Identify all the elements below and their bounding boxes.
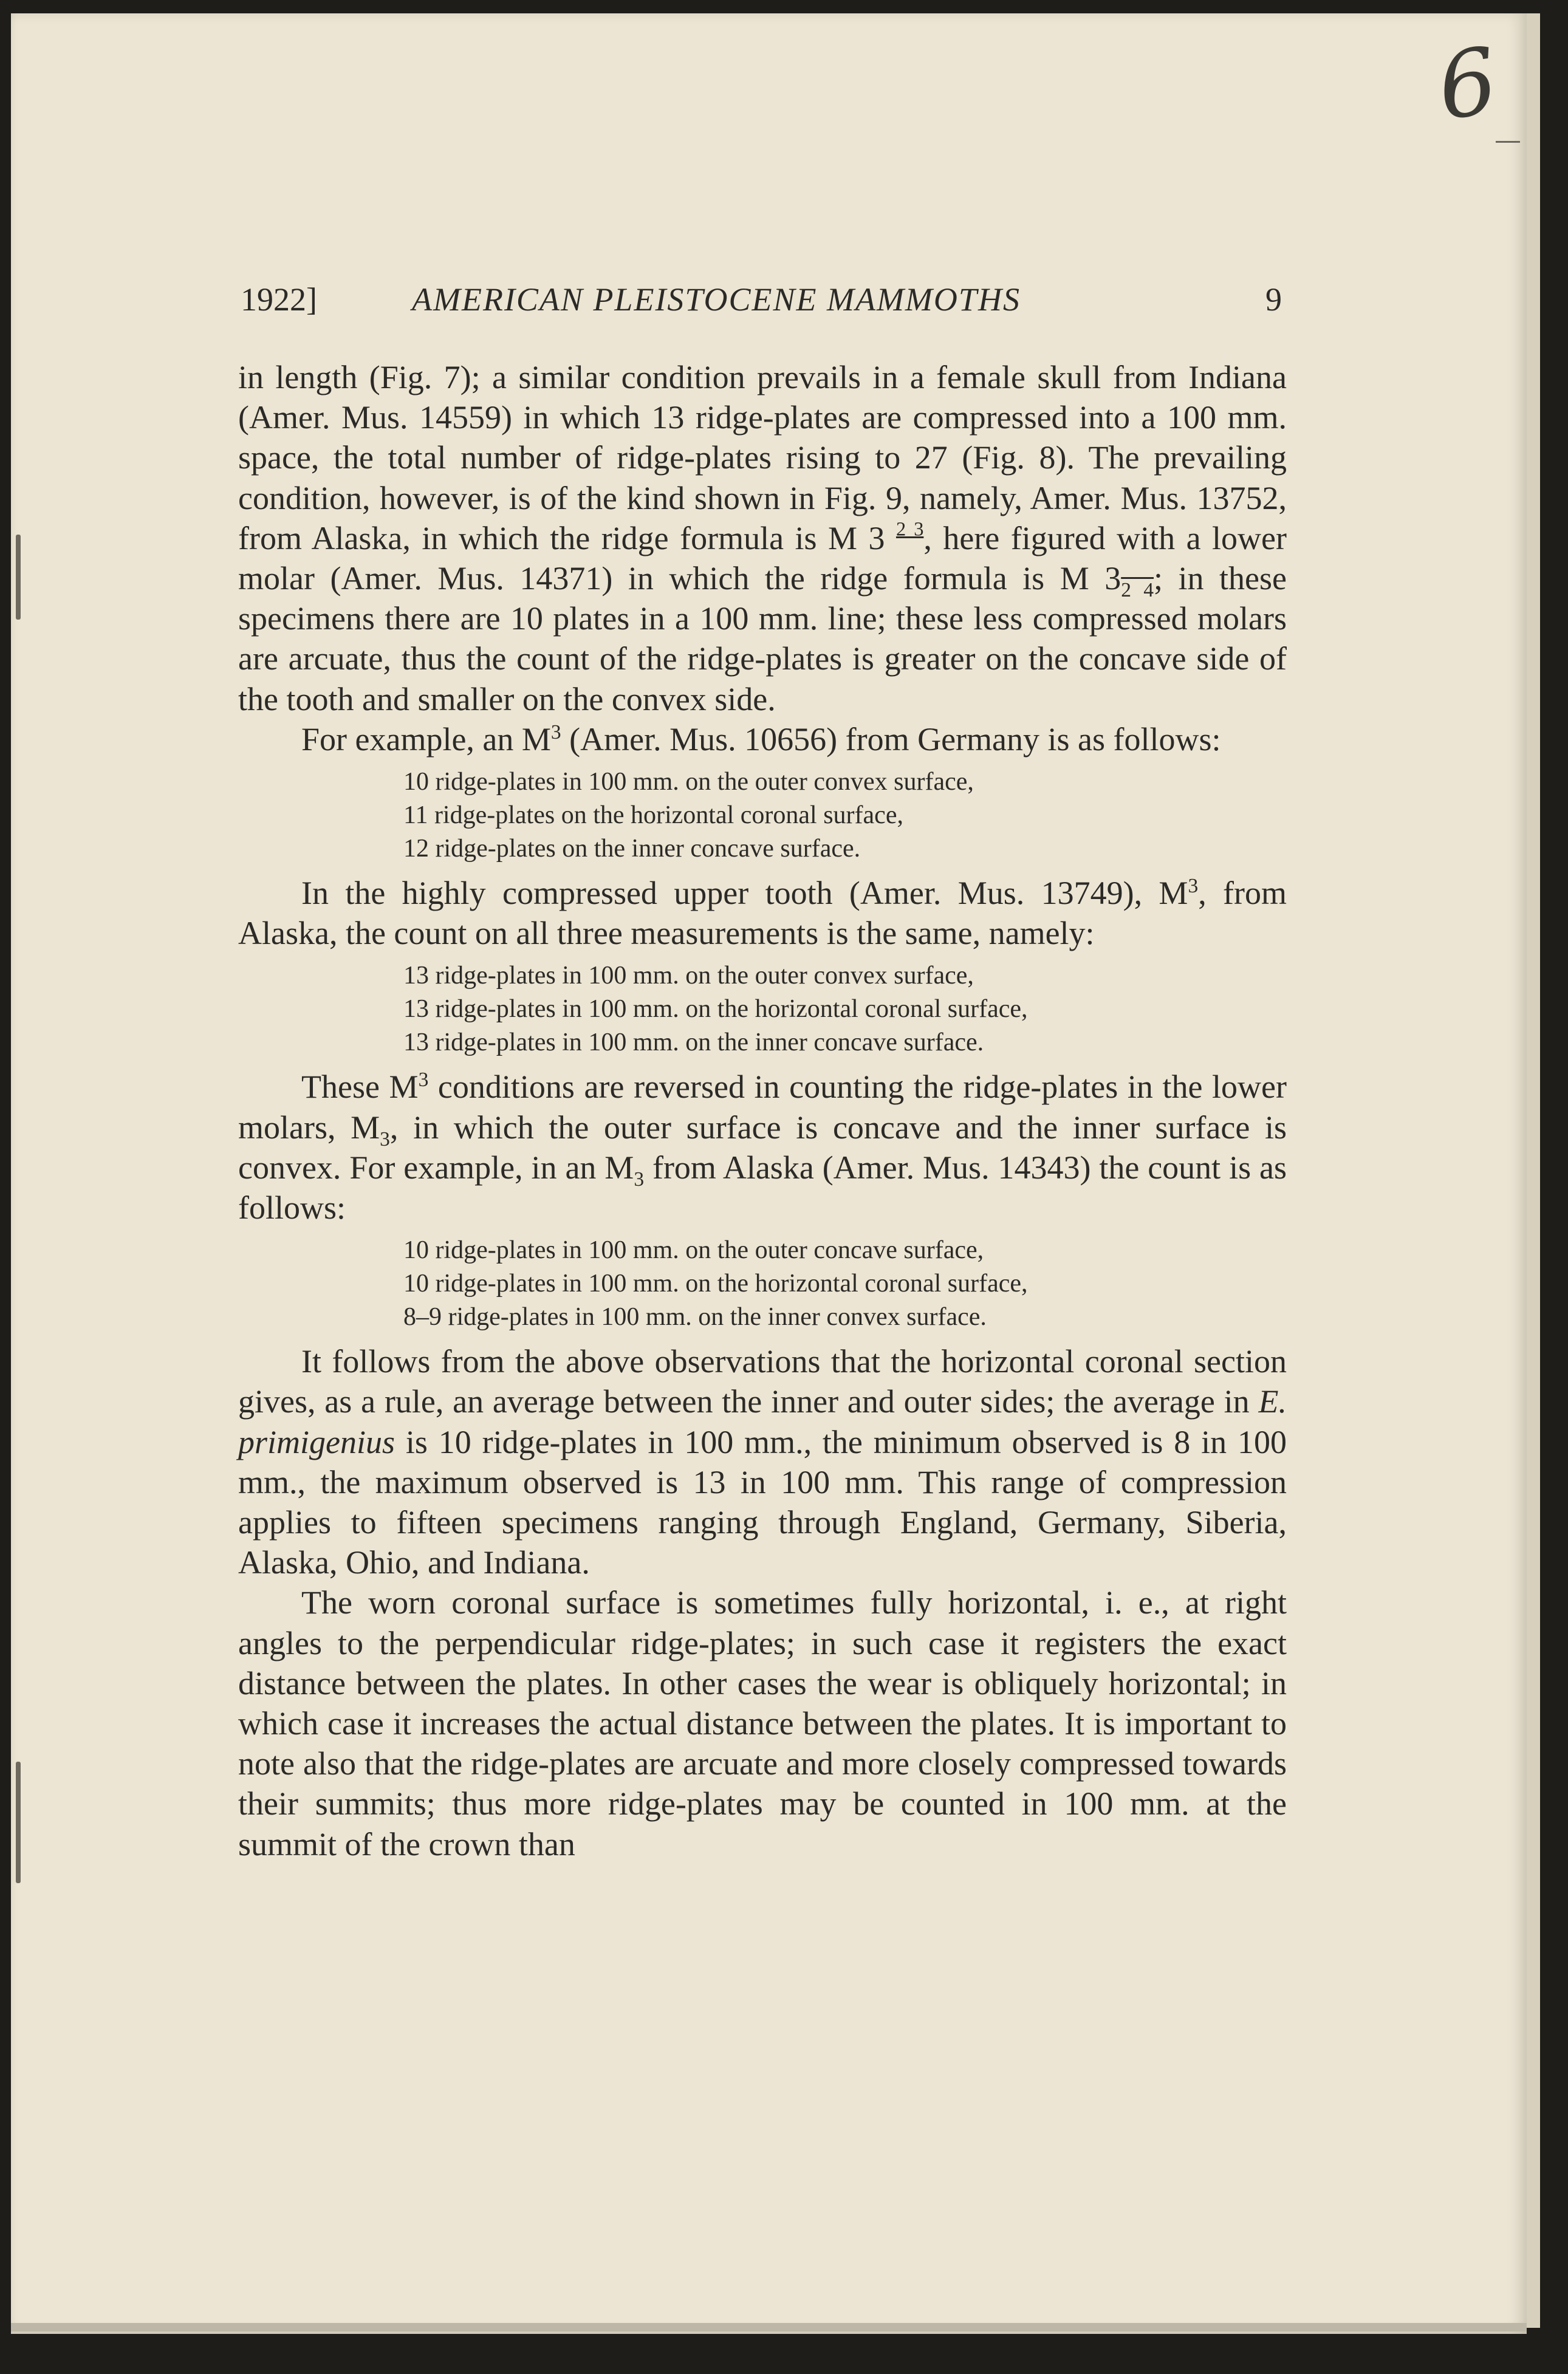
list-item: 10 ridge-plates in 100 mm. on the horizontal coronal surface, — [403, 1270, 1028, 1298]
page-edge-strip — [1527, 13, 1540, 2328]
paragraph — [238, 1341, 1287, 1582]
page-bottom-edge — [11, 2323, 1527, 2331]
paragraph — [238, 719, 1287, 759]
text-run: These M — [301, 1069, 419, 1106]
text-run: (Amer. Mus. 10656) from Germany is as follows: — [561, 720, 1221, 758]
species-name: E. primigenius — [238, 1383, 1287, 1460]
running-header — [241, 281, 1288, 317]
header-title: AMERICAN PLEISTOCENE MAMMOTHS — [412, 281, 1021, 318]
ridge-formula-upper: 2 3 — [895, 518, 924, 541]
measurement-list — [403, 1234, 1287, 1334]
list-item: 13 ridge-plates in 100 mm. on the inner concave surface. — [403, 1028, 984, 1057]
list-item: 8–9 ridge-plates in 100 mm. on the inner convex surface. — [403, 1303, 987, 1332]
page-number: 9 — [1265, 281, 1282, 318]
text-run: In the highly compressed upper tooth (Amer. Mus. 13749), M — [301, 875, 1188, 912]
text-run: It follows from the above observations that the horizontal coronal section gives, as a rule, an average between the inner and outer sides; the average in — [238, 1343, 1287, 1420]
text-run: , in which the outer surface is concave and the inner surface is convex. For example, in an M — [238, 1109, 1287, 1186]
paragraph: The worn coronal surface is sometimes fully horizontal, i. e., at right angles to the perpendicular ridge-plates; in such case it registers the exact distance between the plates. In other cases the wear is obliquely horizontal; in which case it increases the actual distance between the plates. It is important to note also that the ridge-plates are arcuate and more closely compressed towards their summits; thus more ridge-plates may be counted in 100 mm. at the summit of the crown than — [238, 1584, 1287, 1863]
text-run: from Alaska (Amer. Mus. 14343) the count is as follows: — [238, 1149, 1287, 1226]
handwritten-page-note: 6 — [1431, 28, 1504, 141]
superscript: 3 — [418, 1069, 429, 1092]
list-item: 13 ridge-plates in 100 mm. on the horizontal coronal surface, — [403, 995, 1028, 1024]
list-item: 12 ridge-plates on the inner concave surface. — [403, 835, 861, 863]
text-run: For example, an M — [301, 720, 551, 758]
measurement-list — [403, 765, 1287, 866]
ridge-formula-lower: 2 4 — [1121, 578, 1154, 601]
header-year: 1922] — [241, 281, 317, 318]
paragraph — [238, 1067, 1287, 1228]
text-run: conditions are reversed in counting the ridge-plates in the lower molars, M — [238, 1069, 1287, 1146]
margin-tick-mark — [1496, 141, 1520, 143]
paragraph — [238, 873, 1287, 953]
text-run: is 10 ridge-plates in 100 mm., the minimum observed is 8 in 100 mm., the maximum observed is 13 in 100 mm. This range of compression applies to fifteen specimens ranging through England, Germany, Siberia, Alaska, Ohio, and Indiana. — [238, 1423, 1287, 1581]
measurement-list — [403, 959, 1287, 1059]
list-item: 13 ridge-plates in 100 mm. on the outer convex surface, — [403, 962, 974, 990]
body-text — [238, 357, 1287, 1864]
text-run: ; in these specimens there are 10 plates in a 100 mm. line; these less compressed molars are arcuate, thus the count of the ridge-plates is greater on the concave side of the tooth and smaller on the convex side. — [238, 560, 1287, 717]
text-run: in length (Fig. 7); a similar condition prevails in a female skull from Indiana (Amer. Mus. 14559) in which 13 ridge-plates are compressed into a 100 mm. space, the total number of ridge-plates rising to 27 (Fig. 8). The prevailing condition, however, is of the kind shown in Fig. 9, namely, Amer. Mus. 13752, from Alaska, in which the ridge formula is M 3 — [238, 359, 1287, 556]
binding-mark — [16, 1762, 21, 1883]
text-run: , here figured with a lower molar (Amer. Mus. 14371) in which the ridge formula is M 3 — [238, 519, 1287, 597]
list-item: 11 ridge-plates on the horizontal coronal surface, — [403, 801, 903, 830]
list-item: 10 ridge-plates in 100 mm. on the outer concave surface, — [403, 1236, 984, 1265]
subscript: 3 — [634, 1168, 645, 1191]
superscript: 3 — [1188, 875, 1199, 898]
list-item: 10 ridge-plates in 100 mm. on the outer convex surface, — [403, 768, 974, 796]
binding-mark — [16, 535, 21, 620]
superscript: 3 — [550, 720, 561, 744]
text-run: , from Alaska, the count on all three measurements is the same, namely: — [238, 875, 1287, 952]
paragraph — [238, 357, 1287, 719]
subscript: 3 — [380, 1127, 390, 1151]
